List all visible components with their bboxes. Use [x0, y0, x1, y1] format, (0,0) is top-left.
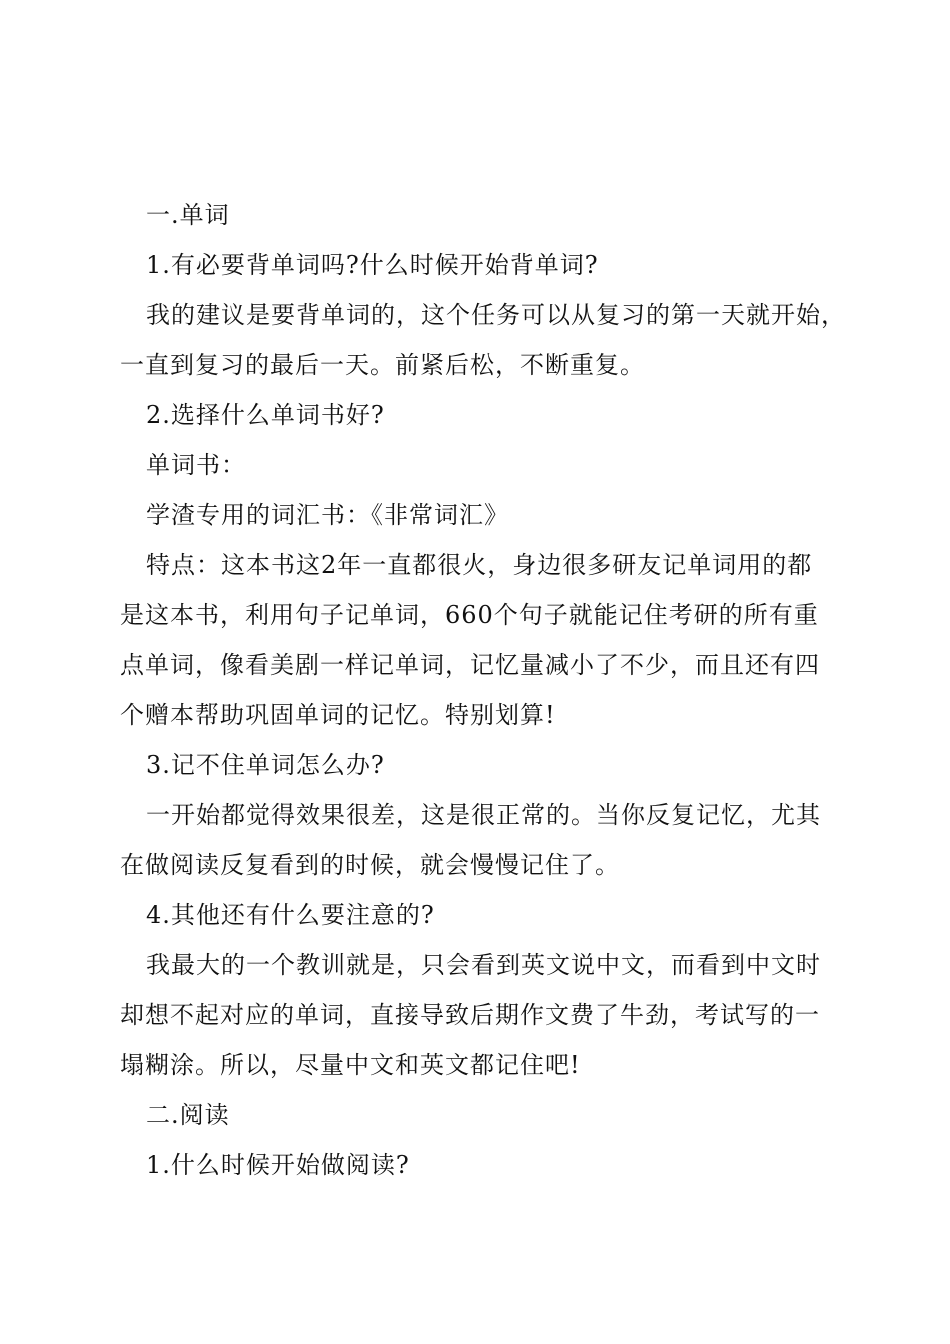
paragraph-line: 个赠本帮助巩固单词的记忆。特别划算!	[120, 701, 556, 729]
paragraph-line: 我最大的一个教训就是，只会看到英文说中文，而看到中文时	[146, 951, 821, 979]
question-2: 2.选择什么单词书好?	[146, 401, 385, 429]
question-3: 3.记不住单词怎么办?	[146, 751, 385, 779]
question-4: 4.其他还有什么要注意的?	[146, 901, 435, 929]
section-heading-reading: 二.阅读	[146, 1101, 230, 1129]
paragraph-line: 在做阅读反复看到的时候，就会慢慢记住了。	[120, 851, 620, 879]
paragraph-line: 特点：这本书这2年一直都很火，身边很多研友记单词用的都	[146, 551, 813, 579]
paragraph-line: 却想不起对应的单词，直接导致后期作文费了牛劲，考试写的一	[120, 1001, 820, 1029]
paragraph-line: 点单词，像看美剧一样记单词，记忆量减小了不少，而且还有四	[120, 651, 820, 679]
question-1: 1.有必要背单词吗?什么时候开始背单词?	[146, 251, 599, 279]
document-body	[120, 190, 846, 1190]
section-heading-vocabulary: 一.单词	[146, 201, 230, 229]
paragraph-line: 一直到复习的最后一天。前紧后松，不断重复。	[120, 351, 645, 379]
paragraph-line: 是这本书，利用句子记单词，660个句子就能记住考研的所有重	[120, 601, 819, 629]
paragraph-line: 我的建议是要背单词的，这个任务可以从复习的第一天就开始，	[146, 301, 846, 329]
paragraph-line: 单词书：	[146, 451, 246, 479]
question-reading-1: 1.什么时候开始做阅读?	[146, 1151, 410, 1179]
paragraph-line: 塌糊涂。所以，尽量中文和英文都记住吧!	[120, 1051, 581, 1079]
paragraph-line: 学渣专用的词汇书：《非常词汇》	[146, 501, 509, 529]
paragraph-line: 一开始都觉得效果很差，这是很正常的。当你反复记忆，尤其	[146, 801, 821, 829]
